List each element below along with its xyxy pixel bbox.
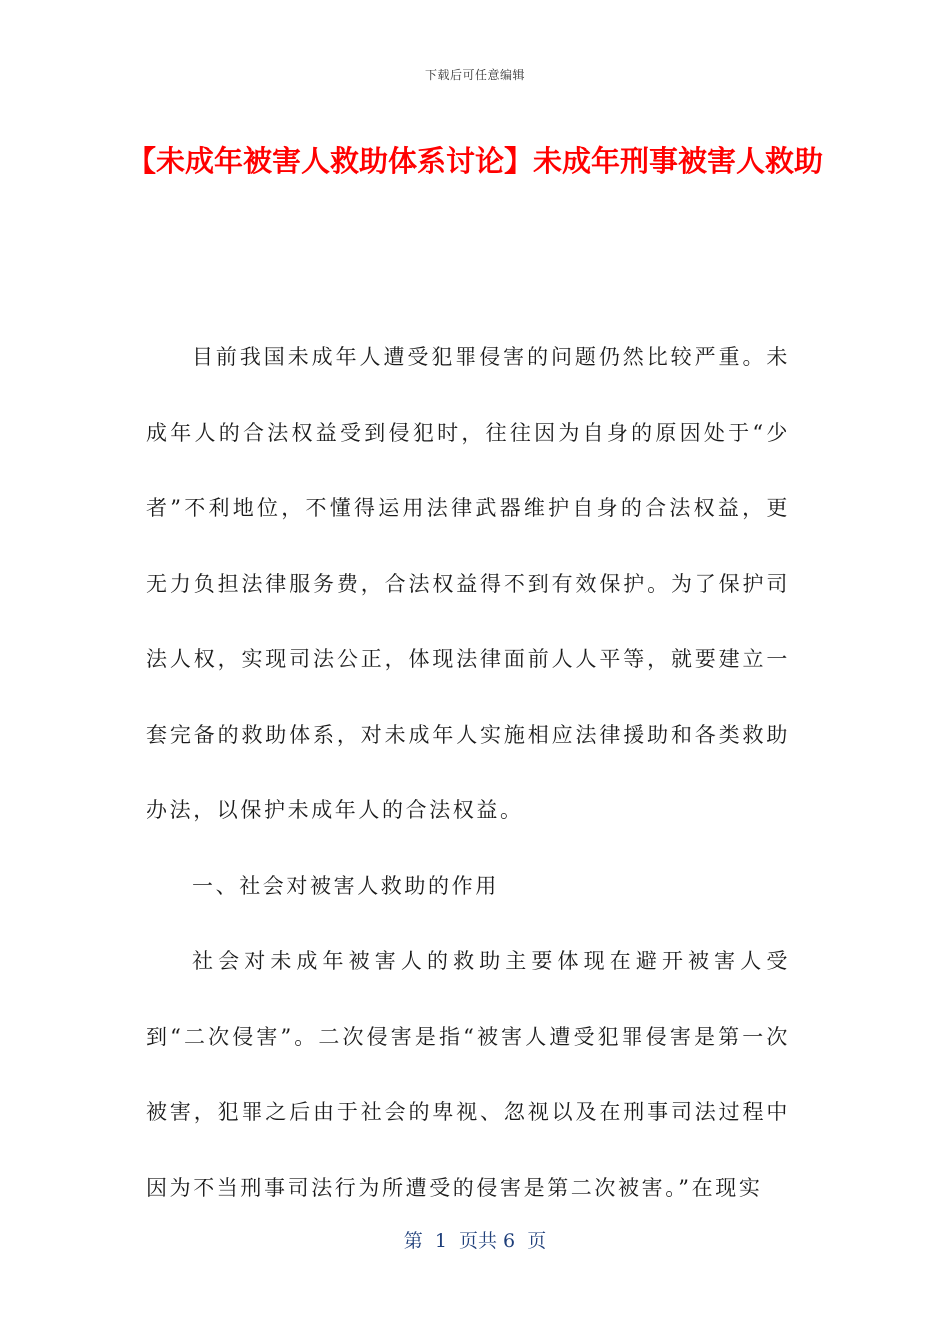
document-body	[146, 320, 790, 1226]
body-paragraph-1: 目前我国未成年人遭受犯罪侵害的问题仍然比较严重。未成年人的合法权益受到侵犯时，往往因为自身的原因处于“少者”不利地位，不懂得运用法律武器维护自身的合法权益，更无力负担法律服务费，合法权益得不到有效保护。为了保护司法人权，实现司法公正，体现法律面前人人平等，就要建立一套完备的救助体系，对未成年人实施相应法律援助和各类救助办法，以保护未成年人的合法权益。	[146, 345, 790, 822]
document-title: 【未成年被害人救助体系讨论】未成年刑事被害人救助	[126, 144, 823, 178]
page-footer: 第 1 页共 6 页	[403, 1230, 547, 1252]
section-heading-1: 一、社会对被害人救助的作用	[192, 873, 499, 898]
body-paragraph-2: 社会对未成年被害人的救助主要体现在避开被害人受到“二次侵害”。二次侵害是指“被害人遭受犯罪侵害是第一次被害，犯罪之后由于社会的卑视、忽视以及在刑事司法过程中因为不当刑事司法行为所遭受的侵害是第二次被害。”在现实	[146, 949, 790, 1200]
header-note: 下载后可任意编辑	[424, 68, 525, 82]
